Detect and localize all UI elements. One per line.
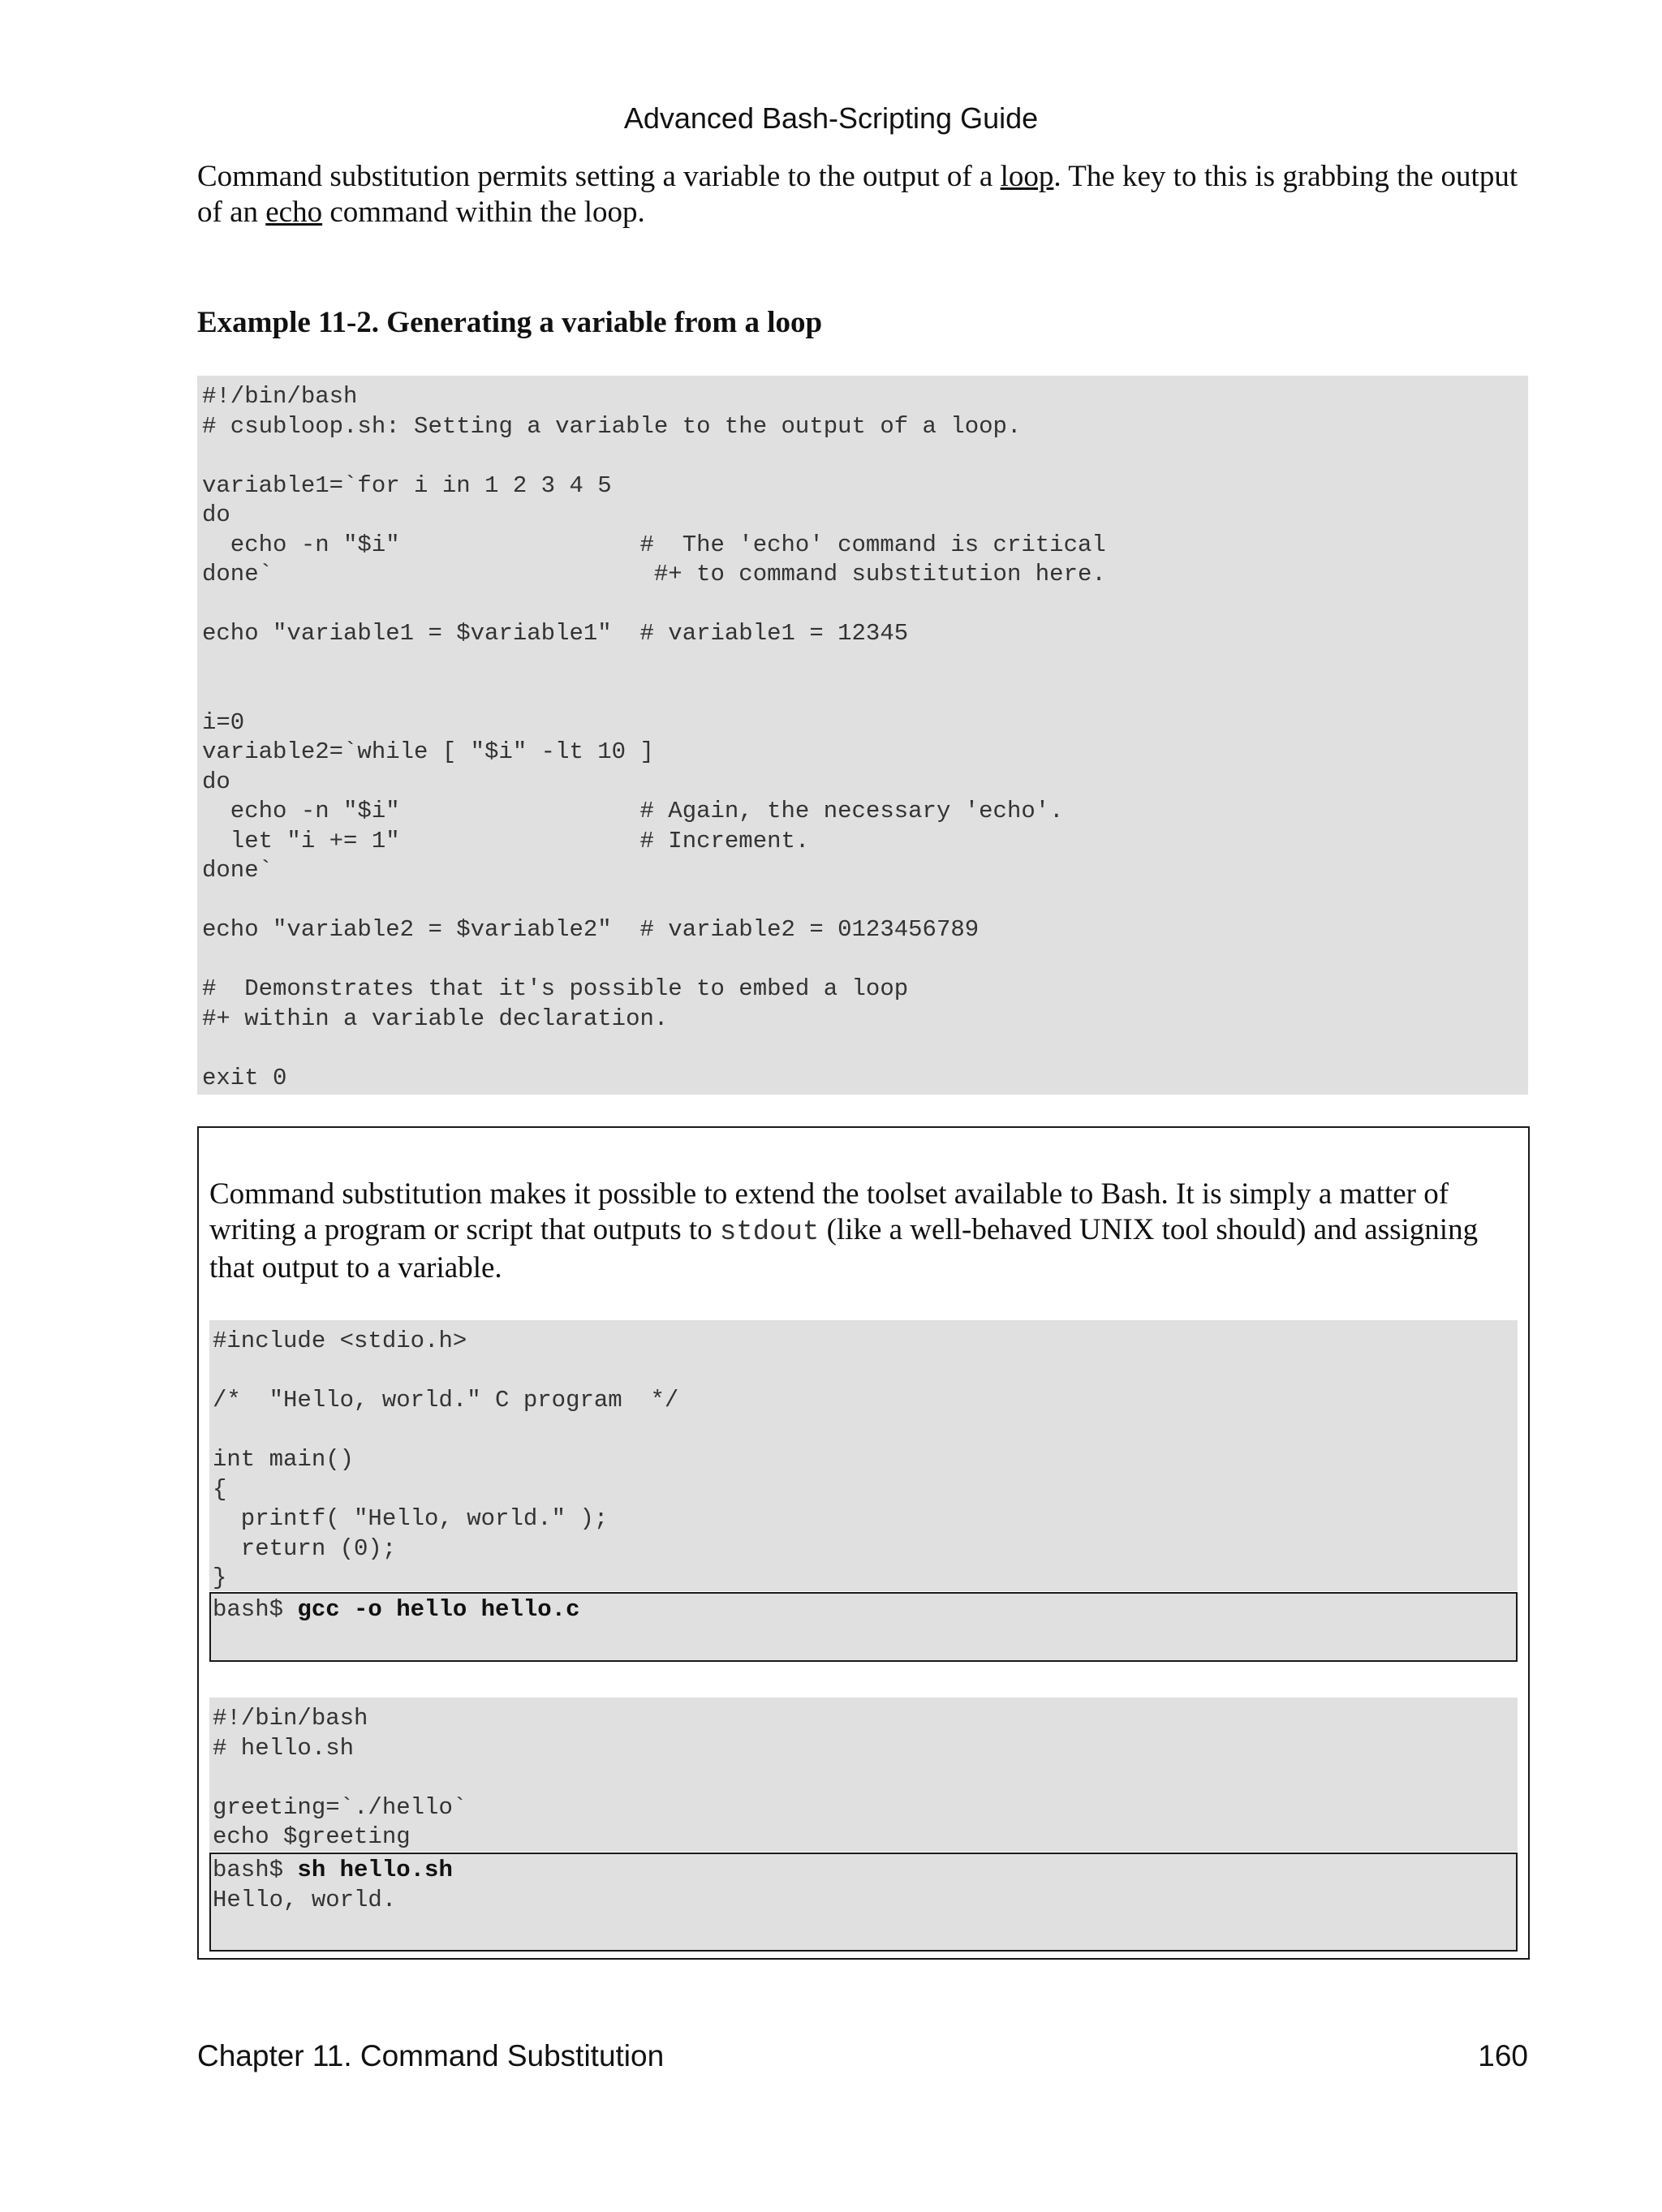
stdout-inline-code: stdout (719, 1217, 820, 1248)
note-text-1: Command substitution makes it possible to extend the toolset available to Bash. It is simply a matter of writing a program or script that outputs to (209, 1177, 1449, 1246)
hello-sh-code: #!/bin/bash # hello.sh greeting=`./hello` echo $greeting (213, 1705, 467, 1850)
echo-link[interactable]: echo (265, 196, 323, 229)
run-command: sh hello.sh (297, 1857, 453, 1883)
compile-screen-text (213, 1595, 1514, 1625)
example-title: Example 11-2. Generating a variable from a loop (197, 306, 823, 339)
intro-text-3: command within the loop. (322, 196, 645, 229)
c-program-code-block (209, 1320, 1518, 1591)
compile-prompt: bash$ (213, 1596, 298, 1623)
intro-paragraph (197, 159, 1528, 230)
loop-link[interactable]: loop (1000, 160, 1054, 193)
intro-text-2: . The key to this is grabbing the output of an (197, 160, 1518, 229)
footer-page-number: 160 (1478, 2039, 1528, 2072)
run-prompt: bash$ (213, 1857, 298, 1883)
running-header: Advanced Bash-Scripting Guide (623, 101, 1039, 135)
c-program-code: #include <stdio.h> /* "Hello, world." C program */ int main() { printf( "Hello, world." ); return (0); } (213, 1328, 679, 1591)
hello-sh-code-block (209, 1698, 1518, 1852)
example-code: #!/bin/bash # csubloop.sh: Setting a variable to the output of a loop. variable1=`for i in 1 2 3 4 5 do echo -n "$i" # The 'echo' command is critical done` #+ to command substitution here. echo "variable1 = $variable1" # variable1 = 12345 i=0 variable2=`while [ "$i" -lt 10 ] do echo -n "$i" # Again, the necessary 'echo'. let "i += 1" # Increment. done` echo "variable2 = $variable2" # variable2 = 0123456789 # Demonstrates that it's possible to embed a loop #+ within a variable declaration. exit 0 (202, 383, 1106, 1091)
note-text-2: (like a well-behaved UNIX tool should) and assigning that output to a variable. (209, 1213, 1479, 1285)
note-paragraph (209, 1177, 1516, 1286)
compile-screen (209, 1592, 1518, 1662)
intro-text-1: Command substitution permits setting a variable to the output of a (197, 160, 1001, 193)
example-code-block (197, 376, 1528, 1095)
note-box (197, 1126, 1530, 1960)
run-screen-text (213, 1856, 1514, 1915)
footer-chapter: Chapter 11. Command Substitution (197, 2039, 665, 2072)
run-screen (209, 1853, 1518, 1952)
compile-command: gcc -o hello hello.c (297, 1596, 580, 1623)
run-output: Hello, world. (213, 1886, 397, 1913)
